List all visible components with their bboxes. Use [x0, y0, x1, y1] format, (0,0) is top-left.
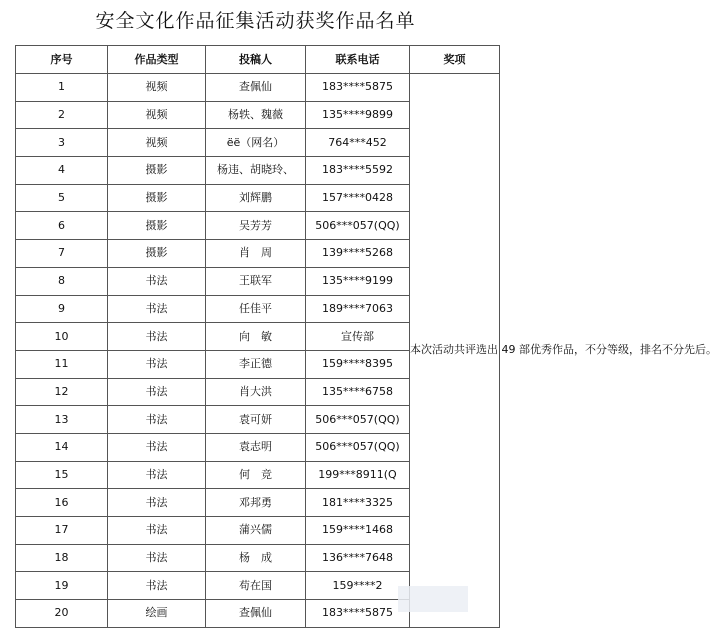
cell-no: 11 [16, 350, 108, 378]
cell-no: 12 [16, 378, 108, 406]
cell-author: 查佩仙 [206, 600, 306, 628]
cell-type: 书法 [108, 433, 206, 461]
cell-no: 10 [16, 323, 108, 351]
cell-no: 14 [16, 433, 108, 461]
cell-author: 肖大洪 [206, 378, 306, 406]
cell-phone: 764***452 [306, 129, 410, 157]
cell-phone: 159****2 [306, 572, 410, 600]
cell-no: 16 [16, 489, 108, 517]
cell-phone: 506***057(QQ) [306, 212, 410, 240]
cell-type: 视频 [108, 101, 206, 129]
table-body [16, 74, 717, 628]
cell-author: ëë（网名） [206, 129, 306, 157]
cell-type: 书法 [108, 295, 206, 323]
cell-author: 刘辉鹏 [206, 184, 306, 212]
cell-author: 向 敏 [206, 323, 306, 351]
cell-type: 视频 [108, 74, 206, 102]
page-title: 安全文化作品征集活动获奖作品名单 [95, 10, 416, 32]
cell-author: 邓邦勇 [206, 489, 306, 517]
cell-author: 苟在国 [206, 572, 306, 600]
cell-no: 2 [16, 101, 108, 129]
cell-no: 8 [16, 267, 108, 295]
cell-phone: 135****9199 [306, 267, 410, 295]
header-type: 作品类型 [108, 46, 206, 74]
cell-author: 杨违、胡晓玲、 [206, 157, 306, 185]
cell-author: 任佳平 [206, 295, 306, 323]
cell-phone: 139****5268 [306, 240, 410, 268]
cell-phone: 199***8911(Q [306, 461, 410, 489]
cell-no: 1 [16, 74, 108, 102]
cell-type: 书法 [108, 323, 206, 351]
cell-no: 15 [16, 461, 108, 489]
cell-type: 摄影 [108, 157, 206, 185]
cell-type: 书法 [108, 461, 206, 489]
cell-author: 蒲兴儒 [206, 517, 306, 545]
cell-no: 5 [16, 184, 108, 212]
cell-phone: 189****7063 [306, 295, 410, 323]
cell-phone: 181****3325 [306, 489, 410, 517]
header-author: 投稿人 [206, 46, 306, 74]
cell-type: 摄影 [108, 212, 206, 240]
cell-type: 摄影 [108, 240, 206, 268]
cell-type: 书法 [108, 517, 206, 545]
table-header-row [16, 46, 500, 74]
cell-phone: 183****5875 [306, 74, 410, 102]
cell-no: 19 [16, 572, 108, 600]
cell-author: 何 竞 [206, 461, 306, 489]
cell-type: 书法 [108, 378, 206, 406]
cell-phone: 135****6758 [306, 378, 410, 406]
cell-phone: 506***057(QQ) [306, 406, 410, 434]
watermark-overlay [398, 586, 468, 612]
header-award: 奖项 [410, 46, 500, 74]
cell-type: 绘画 [108, 600, 206, 628]
cell-type: 视频 [108, 129, 206, 157]
cell-type: 书法 [108, 350, 206, 378]
cell-author: 杨轶、魏薇 [206, 101, 306, 129]
cell-type: 书法 [108, 572, 206, 600]
cell-author: 李正德 [206, 350, 306, 378]
cell-no: 20 [16, 600, 108, 628]
cell-no: 3 [16, 129, 108, 157]
cell-type: 摄影 [108, 184, 206, 212]
cell-no: 9 [16, 295, 108, 323]
cell-phone: 157****0428 [306, 184, 410, 212]
table-row [16, 74, 500, 102]
cell-phone: 135****9899 [306, 101, 410, 129]
cell-phone: 506***057(QQ) [306, 433, 410, 461]
cell-no: 18 [16, 544, 108, 572]
cell-type: 书法 [108, 489, 206, 517]
cell-phone: 136****7648 [306, 544, 410, 572]
cell-author: 肖 周 [206, 240, 306, 268]
cell-phone: 宣传部 [306, 323, 410, 351]
cell-author: 吴芳芳 [206, 212, 306, 240]
cell-no: 7 [16, 240, 108, 268]
cell-type: 书法 [108, 544, 206, 572]
cell-no: 6 [16, 212, 108, 240]
cell-no: 13 [16, 406, 108, 434]
cell-phone: 183****5592 [306, 157, 410, 185]
cell-author: 查佩仙 [206, 74, 306, 102]
cell-type: 书法 [108, 267, 206, 295]
cell-author: 王联军 [206, 267, 306, 295]
cell-type: 书法 [108, 406, 206, 434]
cell-author: 袁志明 [206, 433, 306, 461]
cell-no: 17 [16, 517, 108, 545]
award-note: 本次活动共评选出 49 部优秀作品，不分等级，排名不分先后。 [410, 74, 500, 628]
cell-phone: 183****5875 [306, 600, 410, 628]
cell-phone: 159****1468 [306, 517, 410, 545]
header-phone: 联系电话 [306, 46, 410, 74]
cell-author: 袁可妍 [206, 406, 306, 434]
cell-phone: 159****8395 [306, 350, 410, 378]
cell-author: 杨 成 [206, 544, 306, 572]
header-no: 序号 [16, 46, 108, 74]
cell-no: 4 [16, 157, 108, 185]
awards-table [15, 45, 717, 628]
